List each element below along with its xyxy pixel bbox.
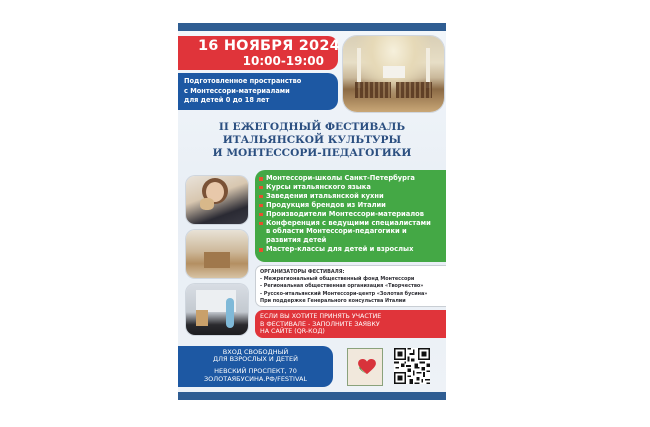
feature-item [259, 192, 446, 201]
entry-line: ДЛЯ ВЗРОСЛЫХ И ДЕТЕЙ [213, 355, 298, 364]
bottom-bar [178, 392, 446, 400]
feature-text: Продукция брендов из Италии [266, 200, 386, 209]
address: НЕВСКИЙ ПРОСПЕКТ, 70 [214, 367, 297, 376]
stage-shape [383, 66, 405, 78]
classroom-photo [186, 230, 248, 278]
cta-line: НА САЙТЕ (QR-КОД) [260, 328, 325, 335]
feature-text: Курсы итальянского языка [266, 182, 371, 191]
conference-photo [186, 284, 248, 335]
features-box [255, 170, 446, 262]
organizer-item: - Региональная общественная организация «Творчество» [260, 283, 424, 290]
qr-code-icon[interactable] [394, 348, 430, 384]
feature-text: Заведения итальянской кухни [266, 191, 384, 200]
date-banner [178, 36, 338, 70]
cta-line: ЕСЛИ ВЫ ХОТИТЕ ПРИНЯТЬ УЧАСТИЕ [260, 313, 382, 320]
entry-info-box [178, 346, 333, 387]
feature-text-continued: развития детей [266, 236, 327, 245]
title-line: ИТАЛЬЯНСКОЙ КУЛЬТУРЫ [222, 134, 402, 146]
title-line: И МОНТЕССОРИ-ПЕДАГОГИКИ [212, 147, 412, 159]
organizers-heading: ОРГАНИЗАТОРЫ ФЕСТИВАЛЯ: [260, 269, 345, 275]
space-line: для детей 0 до 18 лет [184, 96, 270, 105]
feature-item [259, 183, 446, 192]
feature-text: Конференция с ведущими специалистами [266, 218, 431, 227]
feature-text-continued: в области Монтессори-педагогики и [266, 227, 407, 236]
organizers-box [255, 265, 446, 307]
photo-shape [200, 198, 214, 210]
space-info-box [178, 73, 338, 110]
golden-bead-logo [347, 348, 383, 386]
title-line: II ЕЖЕГОДНЫЙ ФЕСТИВАЛЬ [218, 121, 406, 133]
feature-item [259, 219, 446, 246]
space-line: с Монтессори-материалами [184, 86, 290, 95]
space-line: Подготовленное пространство [184, 77, 302, 85]
organizer-item: - Русско-итальянский Монтессори-центр «Золотая бусина» [260, 290, 428, 297]
festival-poster [178, 23, 446, 400]
hall-photo [343, 36, 444, 112]
top-bar [178, 23, 446, 31]
feature-item [259, 174, 446, 183]
feature-item [259, 210, 446, 219]
entry-line: ВХОД СВОБОДНЫЙ [222, 348, 289, 356]
website: ЗОЛОТАЯБУСИНА.РФ/FESTIVAL [203, 374, 308, 383]
photo-shape [204, 252, 230, 268]
feature-text: Мастер-классы для детей и взрослых [266, 245, 414, 254]
photo-shape [196, 310, 208, 326]
feature-text: Монтессори-школы Санкт-Петербурга [266, 174, 415, 182]
heart-icon [358, 359, 376, 375]
feature-item [259, 245, 446, 254]
participation-cta [255, 310, 446, 338]
chairs-shape [355, 82, 391, 98]
child-photo [186, 176, 248, 224]
feature-text: Производители Монтессори-материалов [266, 209, 424, 218]
photo-shape [226, 298, 234, 328]
event-time: 10:00-19:00 [242, 54, 324, 68]
cta-line: В ФЕСТИВАЛЕ - ЗАПОЛНИТЕ ЗАЯВКУ [260, 320, 380, 328]
feature-item [259, 201, 446, 210]
features-list [259, 174, 446, 254]
event-date: 16 НОЯБРЯ 2024 [198, 38, 340, 54]
organizer-item: - Межрегиональный общественный фонд Монтессори [260, 276, 415, 283]
support-note: При поддержке Генерального консульства Италии [260, 297, 406, 304]
festival-title [178, 121, 446, 160]
chairs-shape [396, 82, 432, 98]
